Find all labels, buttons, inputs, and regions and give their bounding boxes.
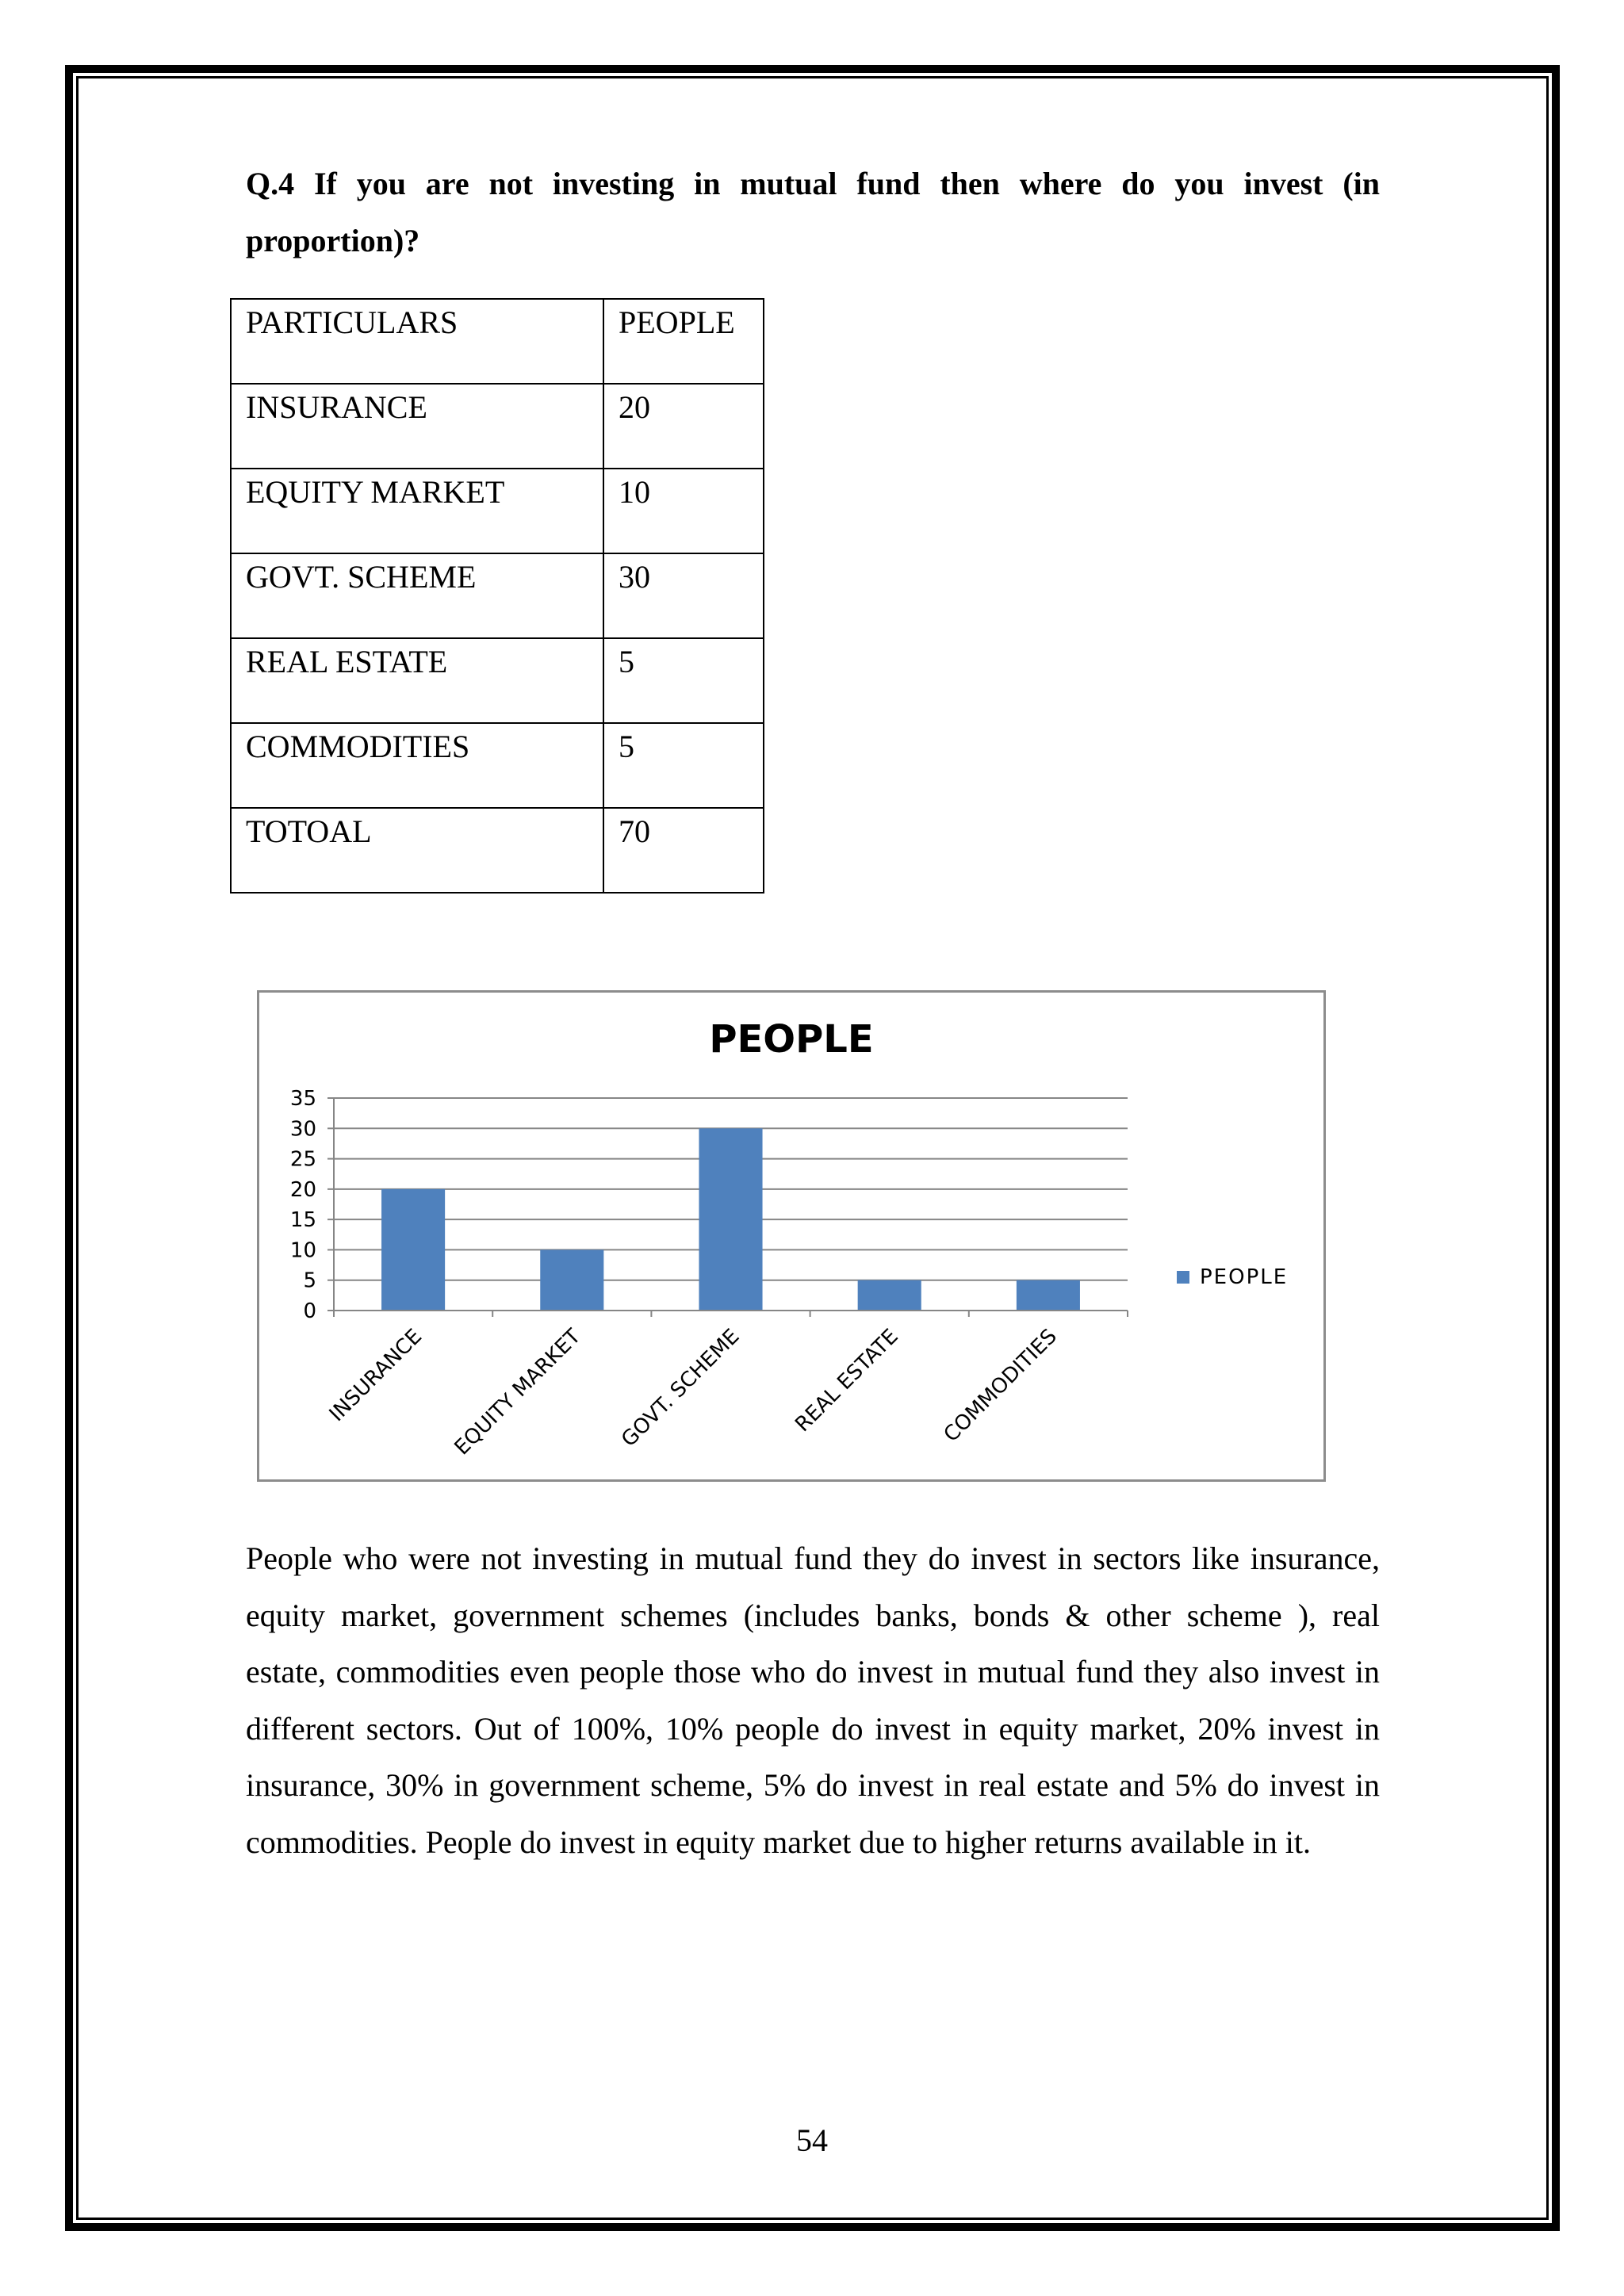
x-tick-label: REAL ESTATE (791, 1324, 903, 1437)
table-cell: 70 (603, 808, 764, 893)
bar (381, 1189, 445, 1311)
table-cell: 5 (603, 723, 764, 808)
x-tick-label: GOVT. SCHEME (617, 1324, 745, 1452)
bar (699, 1128, 762, 1311)
y-tick-label: 25 (289, 1147, 316, 1172)
y-tick-label: 0 (303, 1299, 316, 1323)
table-row-total (231, 808, 764, 893)
bar (858, 1280, 921, 1311)
table-cell: GOVT. SCHEME (231, 553, 603, 638)
table-cell: 20 (603, 384, 764, 469)
bar (540, 1249, 603, 1311)
table-cell: INSURANCE (231, 384, 603, 469)
question-heading: Q.4 If you are not investing in mutual fund then where do you invest (in proportion)? (246, 166, 1380, 258)
chart-title: PEOPLE (709, 1017, 874, 1062)
page-number: 54 (796, 2122, 828, 2158)
y-tick-label: 30 (289, 1117, 316, 1142)
table-header-row (231, 299, 764, 384)
body-paragraph: People who were not investing in mutual fund they do invest in sectors like insurance, equity market, government schemes (includes banks, bonds & other scheme ), real estate, commodities even people those who do invest in mutual fund they also invest in different sectors. Out of 100%, 10% people do invest in equity market, 20% invest in insurance, 30% in government scheme, 5% do invest in real estate and 5% do invest in commodities. People do invest in equity market due to higher returns available in it. (246, 1540, 1380, 1860)
y-tick-label: 20 (289, 1177, 316, 1202)
table-row (231, 384, 764, 469)
table-cell: EQUITY MARKET (231, 469, 603, 553)
table-row (231, 469, 764, 553)
table-cell: TOTOAL (231, 808, 603, 893)
legend-label: PEOPLE (1200, 1265, 1289, 1289)
table-header-cell: PEOPLE (603, 299, 764, 384)
table-row (231, 638, 764, 723)
table-cell: 5 (603, 638, 764, 723)
table-row (231, 723, 764, 808)
x-tick-label: COMMODITIES (939, 1324, 1062, 1447)
y-tick-label: 35 (289, 1087, 316, 1111)
table-cell: 10 (603, 469, 764, 553)
data-table (230, 298, 764, 894)
y-tick-label: 15 (289, 1208, 316, 1233)
chart-container (257, 990, 1326, 1482)
table-row (231, 553, 764, 638)
x-tick-label: INSURANCE (324, 1324, 427, 1427)
legend-swatch (1177, 1271, 1189, 1284)
table-cell: 30 (603, 553, 764, 638)
bar-chart (259, 993, 1323, 1479)
table-header-cell: PARTICULARS (231, 299, 603, 384)
legend (1177, 1265, 1288, 1289)
y-tick-label: 5 (303, 1269, 316, 1293)
y-tick-label: 10 (289, 1238, 316, 1263)
table-cell: COMMODITIES (231, 723, 603, 808)
table-cell: REAL ESTATE (231, 638, 603, 723)
bar (1017, 1280, 1080, 1311)
x-tick-label: EQUITY MARKET (450, 1324, 586, 1460)
